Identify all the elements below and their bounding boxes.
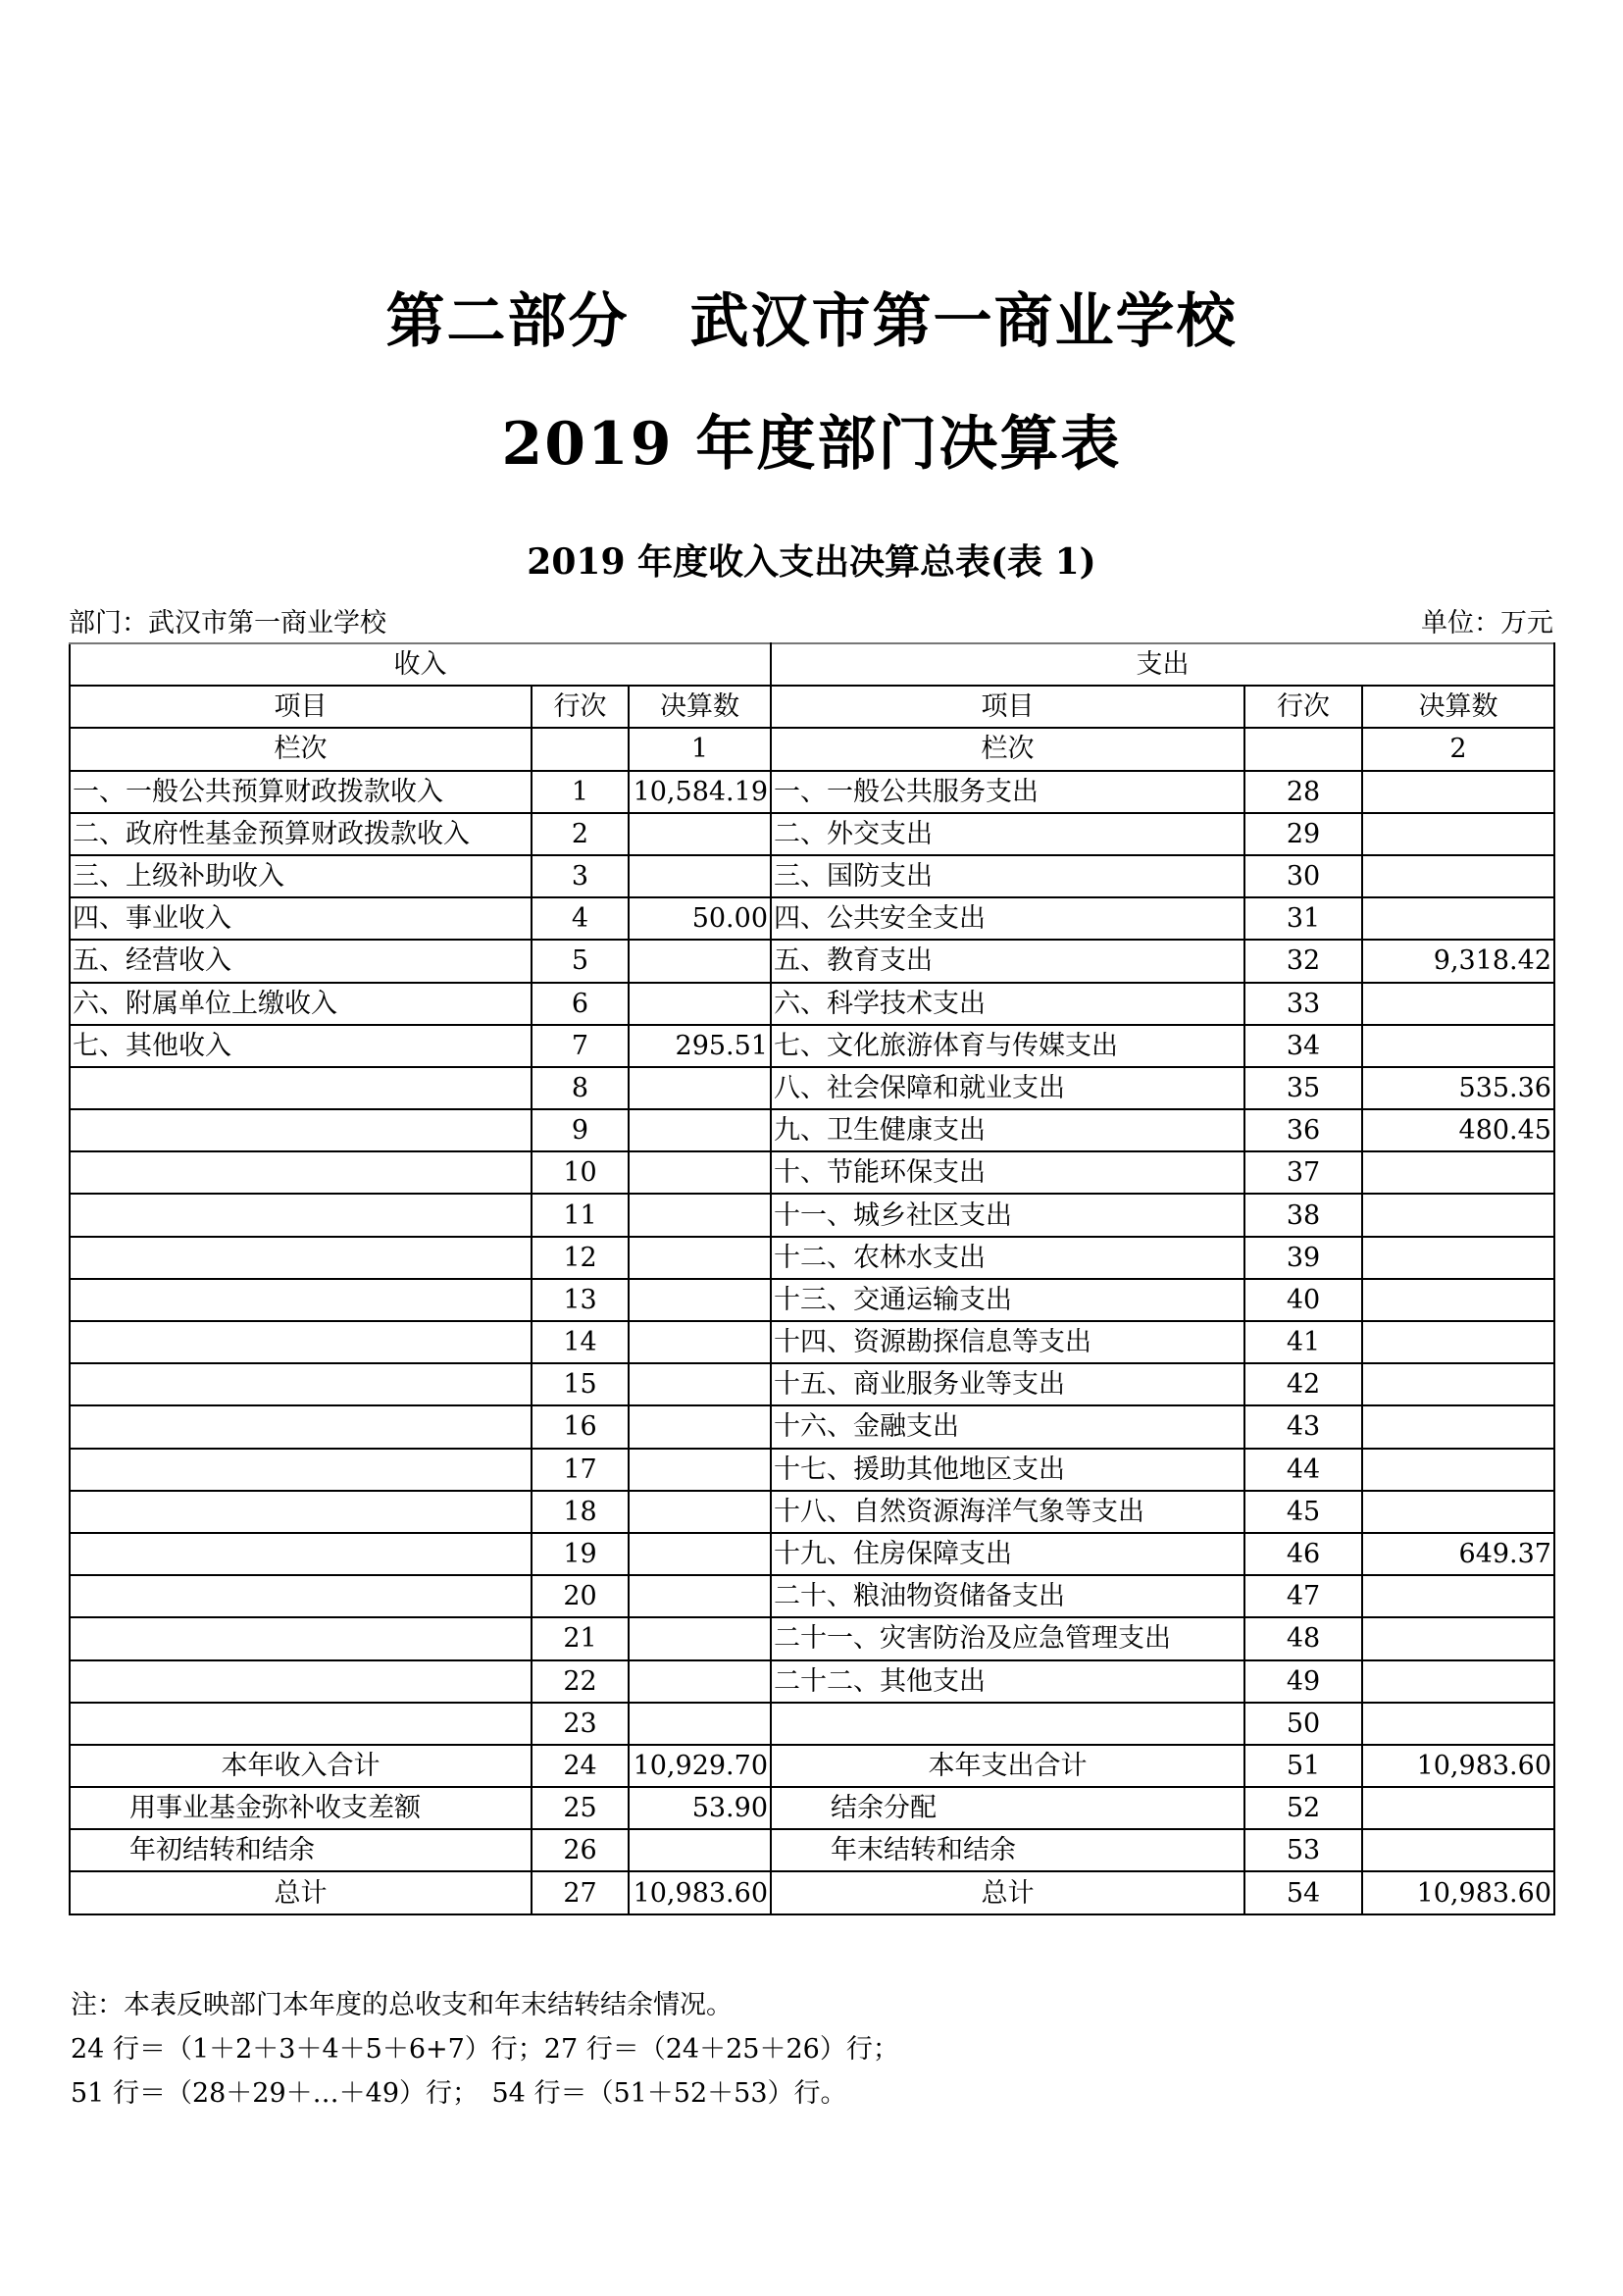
expense-row-no: 47: [1244, 1575, 1362, 1617]
expense-amount: [1362, 1279, 1554, 1321]
table-meta: [69, 601, 1553, 640]
table-row: [70, 855, 1554, 897]
income-index-label: 栏次: [70, 728, 532, 770]
table-row: [70, 1405, 1554, 1448]
table-row: [70, 1109, 1554, 1151]
income-summary-item: 本年收入合计: [70, 1745, 532, 1787]
expense-amount: [1362, 813, 1554, 855]
expense-amount: [1362, 1787, 1554, 1829]
expense-row-no: 33: [1244, 983, 1362, 1025]
expense-item: 十一、城乡社区支出: [771, 1194, 1244, 1236]
expense-amount: [1362, 1025, 1554, 1067]
income-row-no: 2: [532, 813, 629, 855]
income-amount: [629, 1194, 771, 1236]
expense-item: 一、一般公共服务支出: [771, 771, 1244, 813]
income-item: [70, 1617, 532, 1659]
income-row-no: 13: [532, 1279, 629, 1321]
expense-amount: [1362, 1151, 1554, 1194]
expense-row-no: 34: [1244, 1025, 1362, 1067]
table-row: [70, 1491, 1554, 1533]
expense-item: 十七、援助其他地区支出: [771, 1449, 1244, 1491]
income-col-index: 1: [629, 728, 771, 770]
note-line-2: 24 行＝（1＋2＋3＋4＋5＋6+7）行；27 行＝（24＋25＋26）行；: [71, 2034, 899, 2065]
expense-row-no: 36: [1244, 1109, 1362, 1151]
unit-label: 单位：万元: [1421, 608, 1553, 638]
expense-item: 九、卫生健康支出: [771, 1109, 1244, 1151]
expense-item: 四、公共安全支出: [771, 897, 1244, 940]
income-item: 四、事业收入: [70, 897, 532, 940]
income-summary-item: 总计: [70, 1871, 532, 1913]
summary-row: [70, 1871, 1554, 1913]
income-row-no: 11: [532, 1194, 629, 1236]
income-row-no: 5: [532, 940, 629, 982]
income-item: [70, 1405, 532, 1448]
income-row-no: 17: [532, 1449, 629, 1491]
expense-amount: [1362, 1617, 1554, 1659]
table-row: [70, 1363, 1554, 1405]
expense-row-no: 43: [1244, 1405, 1362, 1448]
expense-amount: [1362, 1703, 1554, 1745]
expense-col-amount: 决算数: [1362, 686, 1554, 728]
income-expense-table: [69, 642, 1555, 1915]
expense-item: 十八、自然资源海洋气象等支出: [771, 1491, 1244, 1533]
income-row-no: 6: [532, 983, 629, 1025]
expense-col-index: 2: [1362, 728, 1554, 770]
expense-row-no: 49: [1244, 1660, 1362, 1703]
expense-item: 六、科学技术支出: [771, 983, 1244, 1025]
table-row: [70, 1617, 1554, 1659]
expense-item: 三、国防支出: [771, 855, 1244, 897]
expense-summary-item: 年末结转和结余: [771, 1829, 1244, 1871]
income-row-no: 24: [532, 1745, 629, 1787]
expense-item: 十、节能环保支出: [771, 1151, 1244, 1194]
expense-row-no: 31: [1244, 897, 1362, 940]
note-line-3: 51 行＝（28＋29＋…＋49）行； 54 行＝（51＋52＋53）行。: [71, 2078, 847, 2109]
table-row: [70, 1279, 1554, 1321]
income-amount: [629, 1321, 771, 1363]
expense-row-no: 38: [1244, 1194, 1362, 1236]
expense-row-no: 45: [1244, 1491, 1362, 1533]
expense-amount: [1362, 1194, 1554, 1236]
expense-item: 十九、住房保障支出: [771, 1533, 1244, 1575]
income-amount: 50.00: [629, 897, 771, 940]
expense-amount: 480.45: [1362, 1109, 1554, 1151]
income-amount: [629, 1660, 771, 1703]
page-title: 2019 年度部门决算表: [501, 410, 1122, 479]
expense-item: 十三、交通运输支出: [771, 1279, 1244, 1321]
table-row: [70, 1660, 1554, 1703]
income-row-no: 16: [532, 1405, 629, 1448]
income-item: [70, 1067, 532, 1109]
expense-item: 十六、金融支出: [771, 1405, 1244, 1448]
expense-col-row-no: 行次: [1244, 686, 1362, 728]
income-item: [70, 1575, 532, 1617]
income-item: [70, 1194, 532, 1236]
expense-amount: [1362, 1237, 1554, 1279]
income-row-no: 3: [532, 855, 629, 897]
income-item: [70, 1491, 532, 1533]
expense-row-no: 40: [1244, 1279, 1362, 1321]
summary-row: [70, 1787, 1554, 1829]
income-item: [70, 1279, 532, 1321]
income-row-no: 18: [532, 1491, 629, 1533]
income-row-no: 22: [532, 1660, 629, 1703]
income-amount: [629, 1829, 771, 1871]
column-index-row: [70, 728, 1554, 770]
expense-amount: [1362, 855, 1554, 897]
income-item: [70, 1660, 532, 1703]
income-amount: [629, 1237, 771, 1279]
income-row-no: 19: [532, 1533, 629, 1575]
table-row: [70, 1449, 1554, 1491]
expense-amount: [1362, 1829, 1554, 1871]
income-row-no: 20: [532, 1575, 629, 1617]
expense-row-no: 46: [1244, 1533, 1362, 1575]
table-row: [70, 1151, 1554, 1194]
expense-amount: 535.36: [1362, 1067, 1554, 1109]
income-item: 一、一般公共预算财政拨款收入: [70, 771, 532, 813]
expense-amount: [1362, 1449, 1554, 1491]
expense-item: 十四、资源勘探信息等支出: [771, 1321, 1244, 1363]
expense-row-no: 50: [1244, 1703, 1362, 1745]
table-row: [70, 983, 1554, 1025]
expense-row-no: 42: [1244, 1363, 1362, 1405]
expense-amount: [1362, 983, 1554, 1025]
expense-item: 二十二、其他支出: [771, 1660, 1244, 1703]
income-amount: 10,584.19: [629, 771, 771, 813]
expense-index-blank: [1244, 728, 1362, 770]
income-amount: [629, 983, 771, 1025]
income-row-no: 26: [532, 1829, 629, 1871]
table-row: [70, 1067, 1554, 1109]
income-amount: [629, 1109, 771, 1151]
expense-row-no: 44: [1244, 1449, 1362, 1491]
income-item: [70, 1449, 532, 1491]
expense-amount: 10,983.60: [1362, 1745, 1554, 1787]
expense-amount: 9,318.42: [1362, 940, 1554, 982]
expense-row-no: 51: [1244, 1745, 1362, 1787]
table-row: [70, 1237, 1554, 1279]
expense-item: 十二、农林水支出: [771, 1237, 1244, 1279]
income-row-no: 12: [532, 1237, 629, 1279]
income-item: [70, 1237, 532, 1279]
income-row-no: 4: [532, 897, 629, 940]
income-index-blank: [532, 728, 629, 770]
expense-amount: 10,983.60: [1362, 1871, 1554, 1913]
income-summary-item: 年初结转和结余: [70, 1829, 532, 1871]
table-row: [70, 1025, 1554, 1067]
income-header: 收入: [70, 643, 771, 686]
expense-row-no: 54: [1244, 1871, 1362, 1913]
income-row-no: 27: [532, 1871, 629, 1913]
income-amount: [629, 940, 771, 982]
expense-amount: [1362, 1575, 1554, 1617]
expense-item: 十五、商业服务业等支出: [771, 1363, 1244, 1405]
income-row-no: 9: [532, 1109, 629, 1151]
income-summary-item: 用事业基金弥补收支差额: [70, 1787, 532, 1829]
income-amount: 10,929.70: [629, 1745, 771, 1787]
income-item: [70, 1363, 532, 1405]
expense-item: [771, 1703, 1244, 1745]
expense-amount: [1362, 897, 1554, 940]
expense-item: 二十一、灾害防治及应急管理支出: [771, 1617, 1244, 1659]
expense-amount: [1362, 1363, 1554, 1405]
page-title-part: 第二部分 武汉市第一商业学校: [385, 287, 1238, 356]
income-amount: [629, 1533, 771, 1575]
table-row: [70, 1533, 1554, 1575]
expense-amount: [1362, 1405, 1554, 1448]
income-amount: 295.51: [629, 1025, 771, 1067]
income-amount: [629, 1703, 771, 1745]
expense-amount: [1362, 1321, 1554, 1363]
table-row: [70, 1194, 1554, 1236]
income-row-no: 25: [532, 1787, 629, 1829]
income-amount: [629, 1363, 771, 1405]
table-row: [70, 1703, 1554, 1745]
expense-item: 七、文化旅游体育与传媒支出: [771, 1025, 1244, 1067]
expense-row-no: 32: [1244, 940, 1362, 982]
income-amount: [629, 813, 771, 855]
expense-row-no: 52: [1244, 1787, 1362, 1829]
expense-row-no: 53: [1244, 1829, 1362, 1871]
column-header-row: [70, 686, 1554, 728]
income-amount: [629, 1491, 771, 1533]
expense-amount: [1362, 771, 1554, 813]
table-title: 2019 年度收入支出决算总表(表 1): [527, 541, 1096, 583]
expense-summary-item: 总计: [771, 1871, 1244, 1913]
income-item: [70, 1533, 532, 1575]
department-label: 部门：武汉市第一商业学校: [69, 608, 386, 638]
income-row-no: 7: [532, 1025, 629, 1067]
income-amount: [629, 1405, 771, 1448]
expense-index-label: 栏次: [771, 728, 1244, 770]
expense-row-no: 35: [1244, 1067, 1362, 1109]
income-amount: [629, 855, 771, 897]
table-row: [70, 897, 1554, 940]
income-col-amount: 决算数: [629, 686, 771, 728]
income-row-no: 1: [532, 771, 629, 813]
expense-amount: [1362, 1491, 1554, 1533]
summary-row: [70, 1745, 1554, 1787]
income-item: 二、政府性基金预算财政拨款收入: [70, 813, 532, 855]
table-row: [70, 1575, 1554, 1617]
section-header-row: [70, 643, 1554, 686]
income-row-no: 14: [532, 1321, 629, 1363]
income-item: 五、经营收入: [70, 940, 532, 982]
income-item: 七、其他收入: [70, 1025, 532, 1067]
income-amount: [629, 1151, 771, 1194]
income-amount: [629, 1449, 771, 1491]
expense-summary-item: 结余分配: [771, 1787, 1244, 1829]
income-row-no: 15: [532, 1363, 629, 1405]
expense-header: 支出: [771, 643, 1554, 686]
income-amount: 53.90: [629, 1787, 771, 1829]
table-row: [70, 813, 1554, 855]
income-item: [70, 1321, 532, 1363]
income-row-no: 21: [532, 1617, 629, 1659]
income-amount: [629, 1067, 771, 1109]
expense-row-no: 48: [1244, 1617, 1362, 1659]
table-notes: [71, 1983, 899, 2116]
income-col-item: 项目: [70, 686, 532, 728]
expense-row-no: 39: [1244, 1237, 1362, 1279]
income-item: [70, 1109, 532, 1151]
table-row: [70, 1321, 1554, 1363]
income-amount: [629, 1279, 771, 1321]
income-amount: 10,983.60: [629, 1871, 771, 1913]
expense-amount: [1362, 1660, 1554, 1703]
expense-item: 八、社会保障和就业支出: [771, 1067, 1244, 1109]
income-item: 六、附属单位上缴收入: [70, 983, 532, 1025]
income-amount: [629, 1575, 771, 1617]
income-row-no: 8: [532, 1067, 629, 1109]
expense-item: 二、外交支出: [771, 813, 1244, 855]
expense-summary-item: 本年支出合计: [771, 1745, 1244, 1787]
table-row: [70, 940, 1554, 982]
table-row: [70, 771, 1554, 813]
income-item: [70, 1703, 532, 1745]
expense-col-item: 项目: [771, 686, 1244, 728]
expense-item: 五、教育支出: [771, 940, 1244, 982]
expense-row-no: 41: [1244, 1321, 1362, 1363]
income-amount: [629, 1617, 771, 1659]
expense-row-no: 37: [1244, 1151, 1362, 1194]
expense-row-no: 29: [1244, 813, 1362, 855]
income-item: [70, 1151, 532, 1194]
expense-row-no: 28: [1244, 771, 1362, 813]
expense-item: 二十、粮油物资储备支出: [771, 1575, 1244, 1617]
summary-row: [70, 1829, 1554, 1871]
expense-row-no: 30: [1244, 855, 1362, 897]
income-item: 三、上级补助收入: [70, 855, 532, 897]
income-row-no: 10: [532, 1151, 629, 1194]
expense-amount: 649.37: [1362, 1533, 1554, 1575]
note-line-1: 注：本表反映部门本年度的总收支和年末结转结余情况。: [71, 1990, 733, 2020]
income-row-no: 23: [532, 1703, 629, 1745]
income-col-row-no: 行次: [532, 686, 629, 728]
